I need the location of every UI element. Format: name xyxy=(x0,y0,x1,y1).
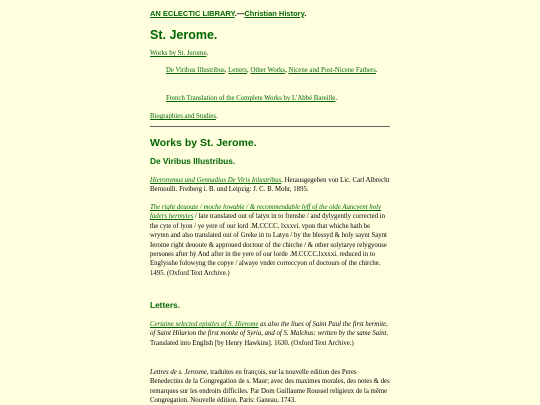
letters-heading: Letters. xyxy=(150,300,180,310)
toc-link-other-works[interactable]: Other Works xyxy=(250,67,286,74)
viribus-entry-2-link[interactable]: The right deuoute / moche lowable / & recommendable lyff of the olde Auncyent holy faders hermytes xyxy=(150,204,382,221)
toc-link-letters[interactable]: Letters xyxy=(228,67,248,74)
toc-works: Works by St. Jerome. xyxy=(150,50,209,57)
toc-link-french[interactable]: French Translation of the Complete Works by L'Abbé Bareille xyxy=(166,95,336,102)
toc-bio: Biographies and Studies. xyxy=(150,113,218,120)
breadcrumb xyxy=(150,9,390,18)
toc-link-works[interactable]: Works by St. Jerome xyxy=(150,50,207,57)
toc-works-sublist: De Viribus Illustribus, Letters, Other Works, Nicene and Post-Nicene Fathers. xyxy=(166,67,378,74)
breadcrumb-home-link[interactable]: AN ECLECTIC LIBRARY xyxy=(150,9,235,18)
breadcrumb-end: . xyxy=(304,9,307,18)
toc-link-bio[interactable]: Biographies and Studies xyxy=(150,113,217,120)
toc-link-viribus[interactable]: De Viribus Illustribus xyxy=(166,67,225,74)
letters-entry-1: Certaine selected epistles of S. Hierome as also the liues of Saint Paul the first hermite, of Saint Hilarion the first monke of Syria, and of S. Malchus: written by the same Saint. Translated into English [by Henry Hawkins]. 1630. (Oxford Text Archive.) xyxy=(150,321,389,347)
letters-entry-2: Lettres de s. Jerosme, traduites en françois, sur la nouvelle edition des Peres Benedectins de la Congregation de s. Maur; avec des maximes morales, des notes & des remarques sur les endroits difficiles. Par Dom Guillaume Roussel religieux de la même Congregation. Nouvelle édition. Paris: Ganeau, 1743. xyxy=(150,369,390,405)
viribus-entry-1: Hieronymus und Gennadius De Viris Inlustribus. Herausgegeben von Lic. Carl Albrecht Bernoulli. Freiberg i. B. und Leipzig: J. C. B. Mohr, 1895. xyxy=(150,177,390,194)
toc-link-nicene[interactable]: Nicene and Post-Nicene Fathers xyxy=(288,67,376,74)
toc-french: French Translation of the Complete Works by L'Abbé Bareille. xyxy=(166,95,338,102)
letters-entry-1-link[interactable]: Certaine selected epistles of S. Hierome xyxy=(150,321,259,328)
breadcrumb-separator: .— xyxy=(234,9,245,18)
viribus-entry-2: The right deuoute / moche lowable / & recommendable lyff of the olde Auncyent holy faders hermytes / late translated out of latyn in to frenshe / and dylygently corrected in the cyte of lyon / ye yere of our lord .M.CCCC. lxxxvi. vpon that whiche hath be wryten and also translated out of Greke in to Latyn / by the blessyd & holy saynt Saynt Ierome right deuoute & approued doctour of the chirche / & other solytarye relygyouse persones after hẏ And after in the yere of our lorde .M.CCCC.lxxxxi. reduced in to Englysshe folowyng the copye / alwaye vnder correccyon of doctours of the chirche. 1495. (Oxford Text Archive.) xyxy=(150,204,387,277)
page-title: St. Jerome. xyxy=(150,28,218,42)
works-heading: Works by St. Jerome. xyxy=(150,137,257,149)
viribus-entry-1-link[interactable]: Hieronymus und Gennadius De Viris Inlustribus xyxy=(150,177,282,184)
breadcrumb-section-link[interactable]: Christian History xyxy=(244,9,305,18)
divider xyxy=(150,126,390,127)
viribus-heading: De Viribus Illustribus. xyxy=(150,156,236,166)
